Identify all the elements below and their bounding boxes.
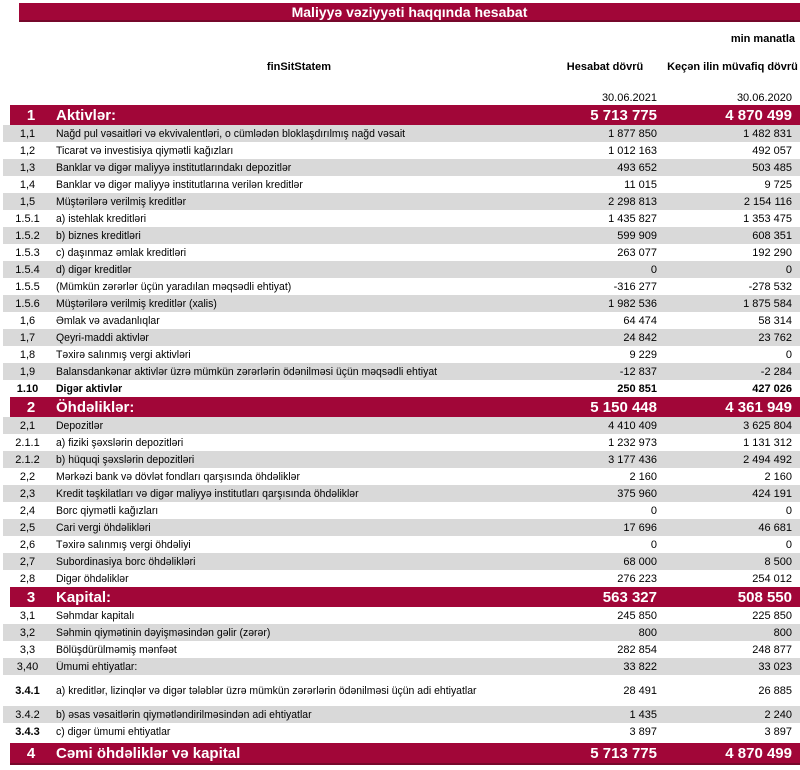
row-label-text: Təxirə salınmış vergi aktivləri (56, 348, 191, 361)
table-row (3, 706, 800, 723)
row-value-previous: 0 (785, 263, 792, 276)
row-label-text: Əmlak və avadanlıqlar (56, 314, 160, 327)
row-label-text: Subordinasiya borc öhdəlikləri (56, 555, 196, 568)
row-value-current: 11 015 (624, 178, 657, 191)
row-value-current: 3 897 (629, 725, 657, 738)
row-label-text: Nağd pul vəsaitləri və ekvivalentləri, o cümlədən bloklaşdırılmış nağd vəsait (56, 127, 406, 140)
table-body (0, 105, 800, 765)
row-value-current: 1 982 536 (608, 297, 657, 310)
row-num: 1,5 (19, 195, 36, 208)
row-label (52, 685, 545, 697)
table-row (3, 485, 800, 502)
row-label-text: a) kreditlər, lizinqlər və digər tələblər üzrə mümkün zərərlərin ödənilməsi üçün adi ehtiyatlar (56, 684, 477, 697)
row-value-previous: 1 875 584 (743, 297, 792, 310)
row-value-current: 1 435 (629, 708, 657, 721)
row-value-current: 0 (650, 504, 657, 517)
row-label-text: Qeyri-maddi aktivlər (56, 331, 149, 344)
table-row (3, 346, 800, 363)
table-row (3, 312, 800, 329)
row-label (52, 281, 545, 293)
section-label: Cəmi öhdəliklər və kapital (56, 744, 241, 762)
row-value-previous: 248 877 (752, 643, 792, 656)
section-value-previous: 4 870 499 (725, 106, 792, 124)
table-row (3, 363, 800, 380)
row-label-text: Mərkəzi bank və dövlət fondları qarşısında öhdəliklər (56, 470, 300, 483)
row-value-current: 375 960 (617, 487, 657, 500)
row-label-text: Banklar və digər maliyyə institutlarındakı depozitlər (56, 161, 292, 174)
section-value-previous: 508 550 (737, 588, 792, 606)
section-header-row (10, 587, 800, 607)
row-label (52, 145, 545, 157)
row-label (52, 556, 545, 568)
row-label-text: b) hüquqi şəxslərin depozitləri (56, 453, 195, 466)
row-value-previous: 26 885 (758, 684, 792, 697)
section-number: 2 (26, 398, 36, 416)
row-num: 2,8 (19, 572, 36, 585)
row-value-current: 28 491 (623, 684, 657, 697)
row-label (52, 264, 545, 276)
section-number: 3 (26, 588, 36, 606)
section-number: 4 (26, 744, 36, 762)
row-value-previous: 33 023 (758, 660, 792, 673)
row-num: 2.1.2 (15, 453, 40, 466)
row-label (52, 726, 545, 738)
row-label (52, 420, 545, 432)
row-value-current: 245 850 (617, 609, 657, 622)
row-num: 1.5.4 (15, 263, 40, 276)
table-row (3, 502, 800, 519)
table-row (3, 675, 800, 706)
row-label-text: Digər aktivlər (56, 382, 123, 395)
row-value-previous: 254 012 (752, 572, 792, 585)
row-label (52, 315, 545, 327)
section-header-row (10, 397, 800, 417)
row-label-text: c) digər ümumi ehtiyatlar (56, 725, 171, 738)
row-num: 1,1 (19, 127, 36, 140)
row-num: 1,7 (19, 331, 36, 344)
row-value-current: 1 877 850 (608, 127, 657, 140)
row-num: 2,1 (19, 419, 36, 432)
row-value-previous: 0 (785, 348, 792, 361)
row-value-current: 250 851 (617, 382, 657, 395)
row-label-text: Səhmin qiymətinin dəyişməsindən gəlir (zərər) (56, 626, 271, 639)
table-row (3, 244, 800, 261)
row-label (52, 627, 545, 639)
row-num: 3.4.2 (15, 708, 40, 721)
row-value-previous: -2 284 (760, 365, 792, 378)
table-row (3, 278, 800, 295)
row-label-text: Təxirə salınmış vergi öhdəliyi (56, 538, 191, 551)
row-num: 3.4.3 (15, 725, 40, 738)
row-label-text: Borc qiymətli kağızları (56, 504, 159, 517)
row-value-previous: 2 160 (764, 470, 792, 483)
row-num: 1.10 (16, 382, 39, 395)
row-value-previous: 58 314 (758, 314, 792, 327)
table-row (3, 434, 800, 451)
row-value-previous: 192 290 (752, 246, 792, 259)
table-row (3, 451, 800, 468)
row-label (52, 661, 545, 673)
row-value-previous: 608 351 (752, 229, 792, 242)
row-value-current: 2 160 (629, 470, 657, 483)
section-header-row (10, 105, 800, 125)
row-value-current: -316 277 (613, 280, 657, 293)
row-label-text: Bölüşdürülməmiş mənfəət (56, 643, 177, 656)
table-row (3, 607, 800, 624)
row-value-current: 24 842 (623, 331, 657, 344)
row-value-previous: -278 532 (748, 280, 792, 293)
row-num: 3.4.1 (15, 684, 40, 697)
row-label (52, 162, 545, 174)
row-label (52, 644, 545, 656)
row-label (52, 505, 545, 517)
row-value-current: 282 854 (617, 643, 657, 656)
row-value-previous: 424 191 (752, 487, 792, 500)
table-dates-row (0, 90, 800, 105)
table-row (3, 570, 800, 587)
row-num: 2,4 (19, 504, 36, 517)
row-value-previous: 1 353 475 (743, 212, 792, 225)
table-row (3, 176, 800, 193)
row-label (52, 332, 545, 344)
row-value-previous: 2 154 116 (743, 195, 792, 208)
row-value-previous: 1 482 831 (743, 127, 792, 140)
row-label-text: Balansdankənar aktivlər üzrə mümkün zərərlərin ödənilməsi üçün məqsədli ehtiyat (56, 365, 438, 378)
row-label (52, 610, 545, 622)
table-row (3, 125, 800, 142)
row-value-previous: 8 500 (764, 555, 792, 568)
section-header-row (10, 743, 800, 765)
row-label-text: Ticarət və investisiya qiymətli kağızları (56, 144, 234, 157)
row-value-current: 0 (650, 538, 657, 551)
section-number: 1 (26, 106, 36, 124)
row-label (52, 179, 545, 191)
row-label-text: Digər öhdəliklər (56, 572, 129, 585)
table-row (3, 468, 800, 485)
table-row (3, 227, 800, 244)
row-num: 3,2 (19, 626, 36, 639)
section-value-current: 563 327 (602, 588, 657, 606)
row-num: 1,4 (19, 178, 36, 191)
row-label (52, 366, 545, 378)
row-num: 1,9 (19, 365, 36, 378)
section-label: Kapital: (56, 588, 112, 606)
row-num: 1,2 (19, 144, 36, 157)
table-row (3, 380, 800, 397)
table-row (3, 142, 800, 159)
row-label-text: Səhmdar kapitalı (56, 609, 135, 622)
table-row (3, 658, 800, 675)
row-value-current: 599 909 (617, 229, 657, 242)
row-label (52, 230, 545, 242)
row-label (52, 213, 545, 225)
row-label-text: d) digər kreditlər (56, 263, 132, 276)
table-row (3, 536, 800, 553)
row-label (52, 349, 545, 361)
table-row (3, 624, 800, 641)
page-title: Maliyyə vəziyyəti haqqında hesabat (291, 3, 528, 20)
row-value-current: 493 652 (617, 161, 657, 174)
row-value-current: 800 (638, 626, 657, 639)
row-label-text: Cari vergi öhdəlikləri (56, 521, 151, 534)
row-label-text: Kredit təşkilatları və digər maliyyə institutları qarşısında öhdəliklər (56, 487, 359, 500)
row-label (52, 437, 545, 449)
section-value-current: 5 150 448 (590, 398, 657, 416)
section-label: Öhdəliklər: (56, 398, 135, 416)
section-value-current: 5 713 775 (590, 744, 657, 762)
row-value-current: 1 232 973 (608, 436, 657, 449)
row-label-text: c) daşınmaz əmlak kreditləri (56, 246, 187, 259)
row-label (52, 298, 545, 310)
row-num: 2,2 (19, 470, 36, 483)
row-num: 3,3 (19, 643, 36, 656)
row-num: 1.5.6 (15, 297, 40, 310)
table-row (3, 329, 800, 346)
row-value-current: 0 (650, 263, 657, 276)
table-row (3, 193, 800, 210)
row-num: 2,5 (19, 521, 36, 534)
row-num: 2.1.1 (15, 436, 40, 449)
row-value-current: 33 822 (623, 660, 657, 673)
row-num: 1.5.1 (15, 212, 40, 225)
row-label-text: (Mümkün zərərlər üçün yaradılan məqsədli ehtiyat) (56, 280, 292, 293)
row-value-previous: 1 131 312 (743, 436, 792, 449)
row-value-previous: 2 494 492 (743, 453, 792, 466)
row-value-previous: 503 485 (752, 161, 792, 174)
row-value-previous: 23 762 (758, 331, 792, 344)
row-value-current: 4 410 409 (608, 419, 657, 432)
row-num: 1.5.5 (15, 280, 40, 293)
row-label (52, 488, 545, 500)
table-row (3, 159, 800, 176)
row-label (52, 454, 545, 466)
row-value-previous: 0 (785, 538, 792, 551)
row-label (52, 709, 545, 721)
row-value-current: 9 229 (629, 348, 657, 361)
row-label (52, 383, 545, 395)
row-value-current: 2 298 813 (608, 195, 657, 208)
row-num: 2,3 (19, 487, 36, 500)
row-label (52, 522, 545, 534)
row-value-current: 17 696 (623, 521, 657, 534)
row-value-current: 1 435 827 (608, 212, 657, 225)
column-header-previous-period: Keçən ilin müvafiq dövrü (667, 61, 798, 74)
row-num: 1.5.2 (15, 229, 40, 242)
table-row (3, 417, 800, 434)
unit-note: min manatla (730, 33, 795, 45)
table-row (3, 261, 800, 278)
table-row (3, 553, 800, 570)
table-row (3, 641, 800, 658)
row-value-previous: 800 (773, 626, 792, 639)
financial-statement-report (0, 3, 800, 765)
row-label-text: a) fiziki şəxslərin depozitləri (56, 436, 184, 449)
current-period-date: 30.06.2021 (601, 91, 657, 104)
row-label (52, 128, 545, 140)
row-value-current: 1 012 163 (608, 144, 657, 157)
table-row (3, 295, 800, 312)
row-value-previous: 492 057 (752, 144, 792, 157)
section-value-current: 5 713 775 (590, 106, 657, 124)
row-value-previous: 427 026 (752, 382, 792, 395)
row-label (52, 573, 545, 585)
row-label-text: a) istehlak kreditləri (56, 212, 147, 225)
row-label-text: Müştərilərə verilmiş kreditlər (xalis) (56, 297, 217, 310)
row-num: 1,6 (19, 314, 36, 327)
table-header-row (0, 46, 800, 90)
row-value-previous: 2 240 (764, 708, 792, 721)
row-label (52, 471, 545, 483)
row-label-text: Müştərilərə verilmiş kreditlər (56, 195, 187, 208)
row-value-previous: 46 681 (758, 521, 792, 534)
row-value-current: 276 223 (617, 572, 657, 585)
table-row (3, 519, 800, 536)
row-label (52, 247, 545, 259)
table-row (3, 210, 800, 227)
section-value-previous: 4 870 499 (725, 744, 792, 762)
row-num: 1.5.3 (15, 246, 40, 259)
row-label-text: Ümumi ehtiyatlar: (56, 660, 138, 673)
row-label (52, 539, 545, 551)
row-label-text: Banklar və digər maliyyə institutlarına verilən kreditlər (56, 178, 303, 191)
row-value-current: 3 177 436 (608, 453, 657, 466)
row-value-current: -12 837 (619, 365, 657, 378)
row-label-text: b) əsas vəsaitlərin qiymətləndirilməsindən adi ehtiyatlar (56, 708, 312, 721)
row-label-text: Depozitlər (56, 419, 104, 432)
row-num: 1,3 (19, 161, 36, 174)
row-num: 3,1 (19, 609, 36, 622)
column-header-current-period: Hesabat dövrü (566, 61, 644, 74)
row-value-current: 263 077 (617, 246, 657, 259)
row-num: 3,40 (16, 660, 39, 673)
row-value-previous: 3 897 (764, 725, 792, 738)
report-title-bar (19, 3, 800, 22)
table-row (3, 723, 800, 740)
row-num: 2,6 (19, 538, 36, 551)
row-label-text: b) biznes kreditləri (56, 229, 141, 242)
row-label (52, 196, 545, 208)
row-num: 1,8 (19, 348, 36, 361)
row-value-current: 68 000 (623, 555, 657, 568)
row-value-previous: 0 (785, 504, 792, 517)
row-value-previous: 225 850 (752, 609, 792, 622)
row-value-previous: 3 625 804 (743, 419, 792, 432)
section-label: Aktivlər: (56, 106, 117, 124)
previous-period-date: 30.06.2020 (736, 91, 792, 104)
column-header-statement: finSitStatem (266, 61, 332, 74)
row-num: 2,7 (19, 555, 36, 568)
section-value-previous: 4 361 949 (725, 398, 792, 416)
row-value-current: 64 474 (623, 314, 657, 327)
row-value-previous: 9 725 (764, 178, 792, 191)
